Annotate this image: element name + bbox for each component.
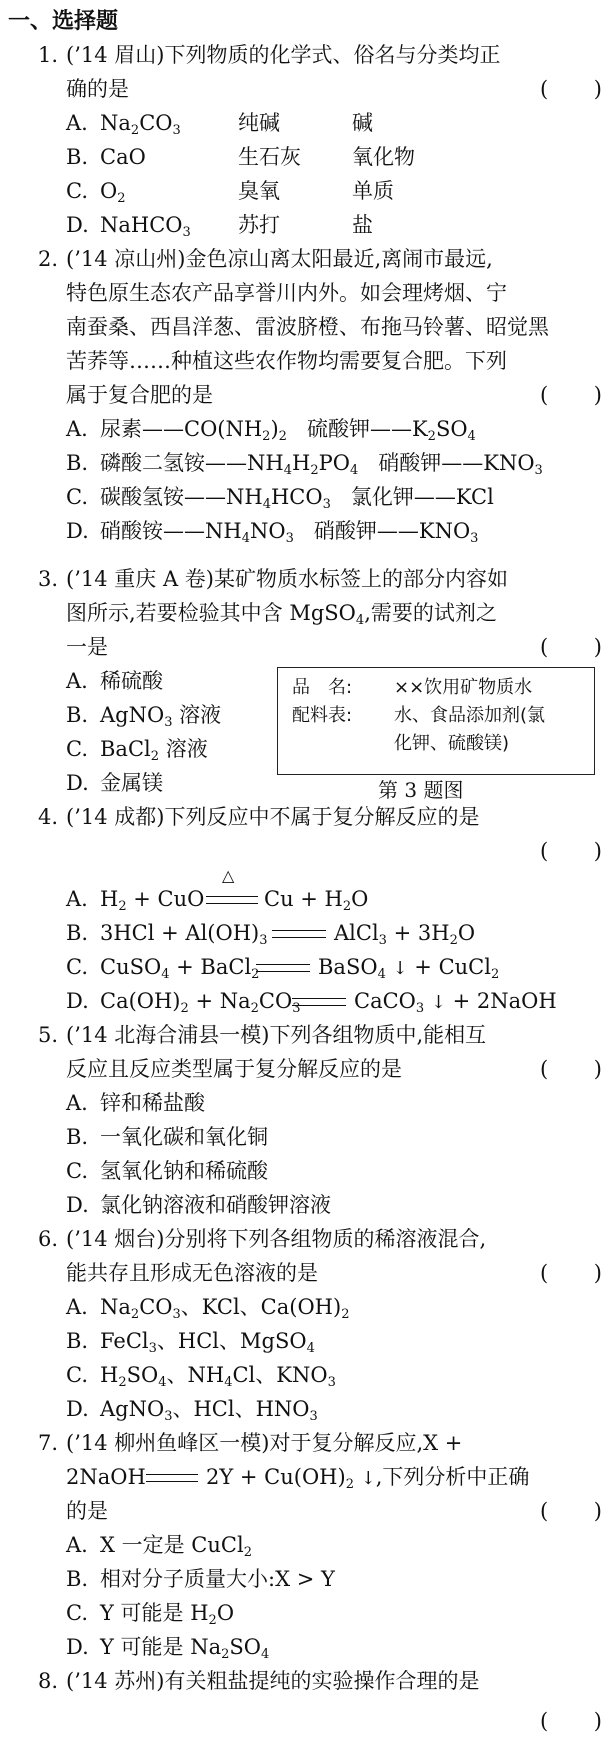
q6-number: 6.: [38, 1227, 59, 1251]
q6-option-c: C. $H_2SO_4$、$NH_4Cl$、$KNO_3$: [0, 1358, 616, 1392]
q7-number: 7.: [38, 1431, 59, 1455]
q4-option-a: A. $H_2$ + CuO $Cu + H_2O$: [0, 882, 616, 916]
section-title: 一、选择题: [8, 8, 119, 34]
reaction-equals-sign: [146, 1474, 198, 1482]
formula: X 一定是 CuCl$_2$: [100, 1533, 252, 1560]
q1-line-2: [0, 72, 616, 106]
q6-option-d: D. AgNO$_3$、HCl、$HNO_3$: [0, 1392, 616, 1426]
q5-line-1: 5. (’14 北海合浦县一模)下列各组物质中,能相互: [0, 1018, 616, 1052]
formula: $Na_2CO_3$、KCl、$Ca(OH)_2$: [100, 1295, 350, 1322]
q3-line-1: 3. (’14 重庆 A 卷)某矿物质水标签上的部分内容如: [0, 562, 616, 596]
q1-line-1: [0, 38, 616, 72]
formula: 尿素$——CO(NH_2)_2$ 硫酸钾$——K_2SO_4$: [100, 417, 476, 444]
q2-option-d: D. 硝酸铵$——NH_4NO_3$ 硝酸钾$——KNO_3$: [0, 514, 616, 548]
q5-option-c: C. 氢氧化钠和稀硫酸: [66, 1159, 268, 1183]
q1-number: 1.: [38, 43, 59, 67]
q3-line-2: [0, 596, 616, 630]
formula: AgNO$_3$、HCl、$HNO_3$: [100, 1397, 318, 1424]
formula: Y 可能是 $Na_2SO_4$: [100, 1635, 270, 1662]
reaction-equals-sign: [292, 998, 346, 1006]
q3-option-c: C. BaCl$_2$ 溶液: [0, 732, 616, 766]
formula: $Cu + H_2O$: [264, 887, 369, 914]
q5-option-a: A. 锌和稀盐酸: [66, 1091, 205, 1115]
q8-number: 8.: [38, 1669, 59, 1693]
q6-option-a: A. $Na_2CO_3$、KCl、$Ca(OH)_2$: [0, 1290, 616, 1324]
q5-number: 5.: [38, 1023, 59, 1047]
q4-answer-line: [0, 834, 616, 868]
formula: $H_2SO_4$、$NH_4Cl$、$KNO_3$: [100, 1363, 336, 1390]
q6-line-1: 6. (’14 烟台)分别将下列各组物质的稀溶液混合,: [0, 1222, 616, 1256]
formula: BaCl$_2$ 溶液: [100, 737, 208, 764]
q2-line-2: 特色原生态农产品享誉川内外。如会理烤烟、宁: [66, 281, 507, 305]
q3-option-a: A. 稀硫酸: [66, 669, 163, 693]
formula: $O_2$: [100, 179, 126, 206]
q1-stem-1: (’14 眉山)下列物质的化学式、俗名与分类均正: [66, 43, 501, 67]
q2-option-a: A. 尿素$——CO(NH_2)_2$ 硫酸钾$——K_2SO_4$: [0, 412, 616, 446]
formula: $Ca(OH)_2 + Na_2CO_3$: [100, 989, 301, 1016]
formula: BaSO$_4$ ↓ + CuCl$_2$: [318, 955, 500, 982]
mineral-water-label-box: 品 名: ××饮用矿物质水 配料表: 水、食品添加剂(氯 化钾、硫酸镁): [277, 667, 595, 775]
formula: AlCl$_3$ + $3H_2O$: [334, 921, 476, 948]
formula: 图所示,若要检验其中含 MgSO$_4$,需要的试剂之: [66, 601, 497, 628]
formula: FeCl$_3$、HCl、MgSO$_4$: [100, 1329, 315, 1356]
q1-option-c: C. $O_2$ 臭氧 单质: [0, 174, 616, 208]
figure-caption: 第 3 题图: [378, 778, 464, 802]
formula: AgNO$_3$ 溶液: [100, 703, 222, 730]
heat-condition-symbol: △: [222, 866, 235, 885]
q4-line-1: 4. (’14 成都)下列反应中不属于复分解反应的是: [0, 800, 616, 834]
q7-option-b: B. 相对分子质量大小:X > Y: [66, 1567, 335, 1591]
q3-line-3: 一是: [66, 635, 108, 659]
q8-answer-line: [0, 1704, 616, 1738]
q1-option-d: D. NaHCO$_3$ 苏打 盐: [0, 208, 616, 242]
reaction-equals-sign: [206, 896, 258, 904]
q1-option-a: A. $Na_2CO_3$ 纯碱 碱: [0, 106, 616, 140]
q5-option-d: D. 氯化钠溶液和硝酸钾溶液: [66, 1193, 331, 1217]
q1-stem-2: 确的是: [66, 77, 129, 101]
formula: NaHCO$_3$: [100, 213, 191, 240]
q7-line-2: [0, 1460, 616, 1494]
formula: $H_2$ + CuO: [100, 887, 205, 914]
q7-line-1: 7. (’14 柳州鱼峰区一模)对于复分解反应,X +: [0, 1426, 616, 1460]
formula: 磷酸二氢铵$——NH_4H_2PO_4$ 硝酸钾$——KNO_3$: [100, 451, 543, 478]
formula: CaCO$_3$ ↓ + 2NaOH: [354, 989, 557, 1016]
q4-option-b: B. $3HCl + Al(OH)_3$ AlCl$_3$ + $3H_2O$: [0, 916, 616, 950]
formula: $Na_2CO_3$: [100, 111, 181, 138]
q2-option-b: B. 磷酸二氢铵$——NH_4H_2PO_4$ 硝酸钾$——KNO_3$: [0, 446, 616, 480]
q5-option-b: B. 一氧化碳和氧化铜: [66, 1125, 268, 1149]
q1-option-b: B. CaO 生石灰 氧化物: [66, 145, 415, 169]
q7-option-a: A. X 一定是 CuCl$_2$: [0, 1528, 616, 1562]
reaction-equals-sign: [272, 930, 326, 938]
formula: 硝酸铵$——NH_4NO_3$ 硝酸钾$——KNO_3$: [100, 519, 479, 546]
formula: 2NaOH: [66, 1465, 146, 1489]
q3-option-b: B. AgNO$_3$ 溶液: [0, 698, 616, 732]
q6-line-2: 能共存且形成无色溶液的是: [66, 1261, 318, 1285]
q3-number: 3.: [38, 567, 59, 591]
q7-option-c: C. Y 可能是 $H_2O$: [0, 1596, 616, 1630]
q2-number: 2.: [38, 247, 59, 271]
q4-number: 4.: [38, 805, 59, 829]
q2-option-c: C. 碳酸氢铵$——NH_4HCO_3$ 氯化钾——KCl: [0, 480, 616, 514]
q2-line-3: 南蚕桑、西昌洋葱、雷波脐橙、布拖马铃薯、昭觉黑: [66, 315, 549, 339]
formula: $3HCl + Al(OH)_3$: [100, 921, 268, 948]
q2-line-5: 属于复合肥的是: [66, 383, 213, 407]
q7-line-3: 的是: [66, 1499, 108, 1523]
q5-line-2: 反应且反应类型属于复分解反应的是: [66, 1057, 402, 1081]
formula: $2Y + Cu(OH)_2$ ↓,下列分析中正确: [206, 1465, 530, 1492]
q3-option-d: D. 金属镁: [66, 771, 163, 795]
formula: 碳酸氢铵$——NH_4HCO_3$ 氯化钾——KCl: [100, 485, 494, 512]
q7-option-d: D. Y 可能是 $Na_2SO_4$: [0, 1630, 616, 1664]
formula: CuSO$_4$ + BaCl$_2$: [100, 955, 260, 982]
q4-option-c: C. CuSO$_4$ + BaCl$_2$ BaSO$_4$ ↓ + CuCl$_2$: [0, 950, 616, 984]
q8-line-1: 8. (’14 苏州)有关粗盐提纯的实验操作合理的是: [0, 1664, 616, 1698]
q4-option-d: D. $Ca(OH)_2 + Na_2CO_3$ CaCO$_3$ ↓ + 2NaOH: [0, 984, 616, 1018]
q2-line-4: 苦荞等……种植这些农作物均需要复合肥。下列: [66, 349, 507, 373]
q6-option-b: B. FeCl$_3$、HCl、MgSO$_4$: [0, 1324, 616, 1358]
formula: Y 可能是 $H_2O$: [100, 1601, 235, 1628]
q2-line-1: 2. (’14 凉山州)金色凉山离太阳最近,离闹市最远,: [0, 242, 616, 276]
reaction-equals-sign: [256, 964, 310, 972]
